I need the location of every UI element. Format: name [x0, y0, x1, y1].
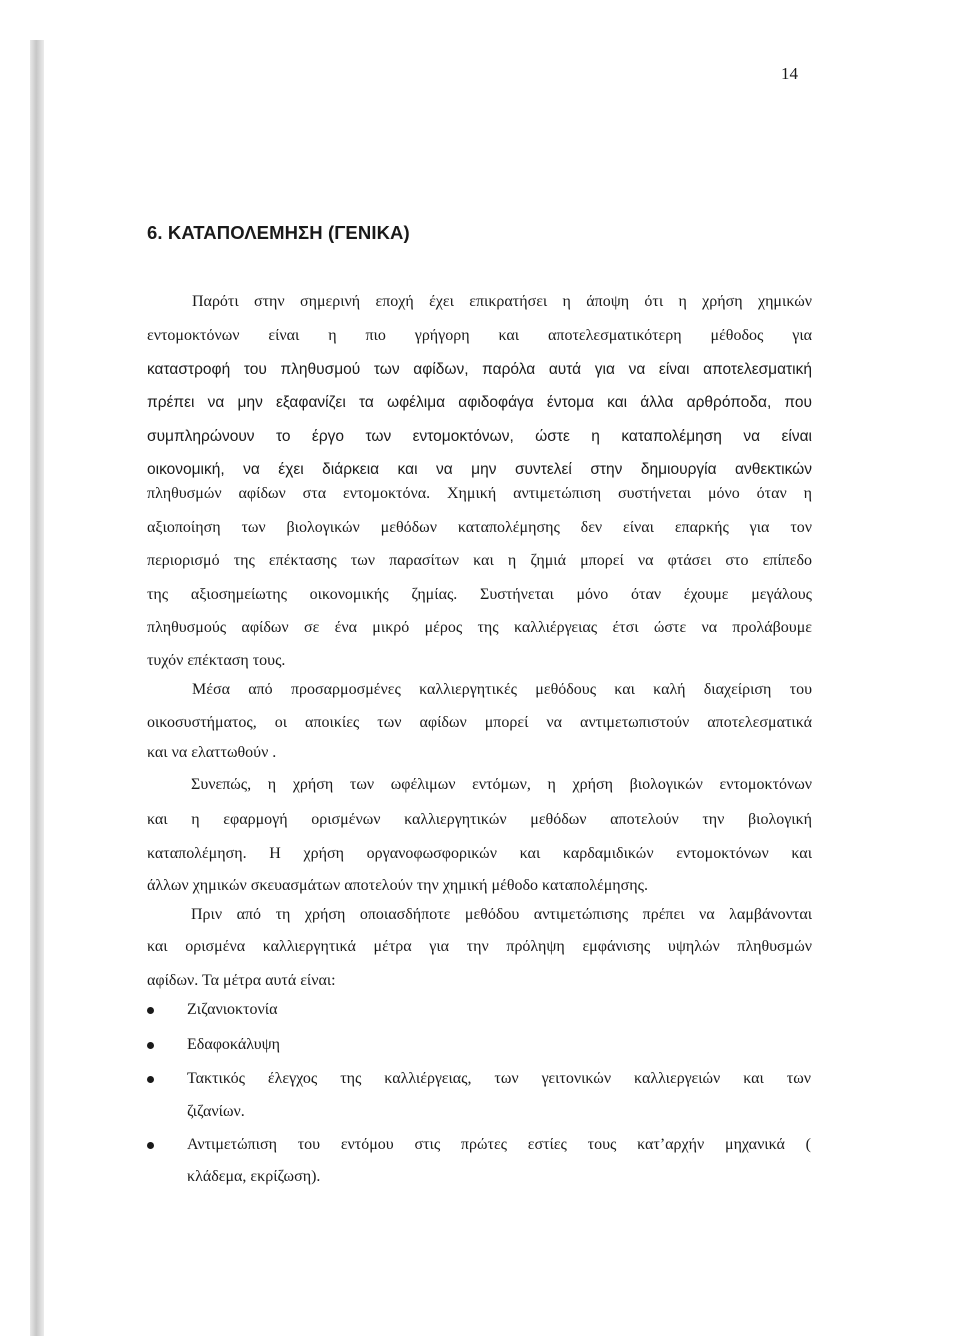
bullet-text: Αντιμετώπιση του εντόμου στις πρώτες εστίες τους κατ’αρχήν μηχανικά (: [187, 1136, 811, 1153]
paragraph-1-line: εντομοκτόνων είναι η πιο γρήγορη και αποτελεσματικότερη μέθοδος για: [147, 327, 812, 344]
paragraph-1-line: πρέπει να μην εξαφανίζει τα ωφέλιμα αφιδοφάγα έντομα και άλλα αρθρόποδα, που: [147, 394, 812, 411]
paragraph-1-line: οικονομική, να έχει διάρκεια και να μην συντελεί στην δημιουργία ανθεκτικών: [147, 461, 812, 478]
bullet-text: Εδαφοκάλυψη: [187, 1036, 281, 1053]
paragraph-2-line: οικοσυστήματος, οι αποικίες των αφίδων μπορεί να αντιμετωπιστούν αποτελεσματικά: [147, 714, 812, 731]
paragraph-4-line: και ορισμένα καλλιεργητικά μέτρα για την πρόληψη εμφάνισης υψηλών πληθυσμών: [147, 938, 812, 955]
section-heading: 6. ΚΑΤΑΠΟΛΕΜΗΣΗ (ΓΕΝΙΚΑ): [147, 222, 410, 243]
bullet-marker: [147, 1042, 154, 1049]
paragraph-1-line: αξιοποίηση των βιολογικών μεθόδων καταπολέμησης δεν είναι επαρκής για τον: [147, 519, 812, 536]
paragraph-3-line: άλλων χημικών σκευασμάτων αποτελούν την χημική μέθοδο καταπολέμησης.: [147, 877, 648, 894]
page-number: 14: [781, 64, 798, 83]
paragraph-1-line: της αξιοσημείωτης οικονομικής ζημίας. Συστήνεται μόνο όταν έχουμε μεγάλους: [147, 586, 812, 603]
bullet-text: κλάδεμα, εκρίζωση).: [187, 1168, 321, 1185]
paragraph-1-line: καταστροφή του πληθυσμού των αφίδων, παρόλα αυτά για να είναι αποτελεσματική: [147, 361, 812, 378]
paragraph-1-line: συμπληρώνουν το έργο των εντομοκτόνων, ώστε η καταπολέμηση να είναι: [147, 428, 812, 445]
paragraph-2-line: και να ελαττωθούν .: [147, 744, 277, 761]
bullet-marker: [147, 1007, 154, 1014]
bullet-text: Τακτικός έλεγχος της καλλιέργειας, των γειτονικών καλλιεργειών και των: [187, 1070, 811, 1087]
paragraph-3-line: και η εφαρμογή ορισμένων καλλιεργητικών μεθόδων αποτελούν την βιολογική: [147, 811, 812, 828]
paragraph-1-line: περιορισμό της επέκτασης των παρασίτων και η ζημιά μπορεί να φτάσει στο επίπεδο: [147, 552, 812, 569]
paragraph-3-line: Συνεπώς, η χρήση των ωφέλιμων εντόμων, η χρήση βιολογικών εντομοκτόνων: [191, 776, 812, 793]
paragraph-4-line: αφίδων. Τα μέτρα αυτά είναι:: [147, 972, 336, 989]
paragraph-3-line: καταπολέμηση. Η χρήση οργανοφωσφορικών και καρδαμιδικών εντομοκτόνων και: [147, 845, 812, 862]
paragraph-1-line: Παρότι στην σημερινή εποχή έχει επικρατήσει η άποψη ότι η χρήση χημικών: [192, 293, 812, 310]
paragraph-1-line: πληθυσμών αφίδων στα εντομοκτόνα. Χημική αντιμετώπιση συστήνεται μόνο όταν η: [147, 485, 812, 502]
bullet-text: ζιζανίων.: [187, 1103, 245, 1120]
bullet-marker: [147, 1076, 154, 1083]
paragraph-1-line: πληθυσμούς αφίδων σε ένα μικρό μέρος της καλλιέργειας έτσι ώστε να προλάβουμε: [147, 619, 812, 636]
bullet-marker: [147, 1142, 154, 1149]
paragraph-1-line: τυχόν επέκταση τους.: [147, 652, 286, 669]
bullet-text: Ζιζανιοκτονία: [187, 1001, 278, 1018]
paragraph-4-line: Πριν από τη χρήση οποιασδήποτε μεθόδου αντιμετώπισης πρέπει να λαμβάνονται: [191, 906, 812, 923]
binding-shadow: [30, 40, 44, 1336]
paragraph-2-line: Μέσα από προσαρμοσμένες καλλιεργητικές μεθόδους και καλή διαχείριση του: [192, 681, 812, 698]
